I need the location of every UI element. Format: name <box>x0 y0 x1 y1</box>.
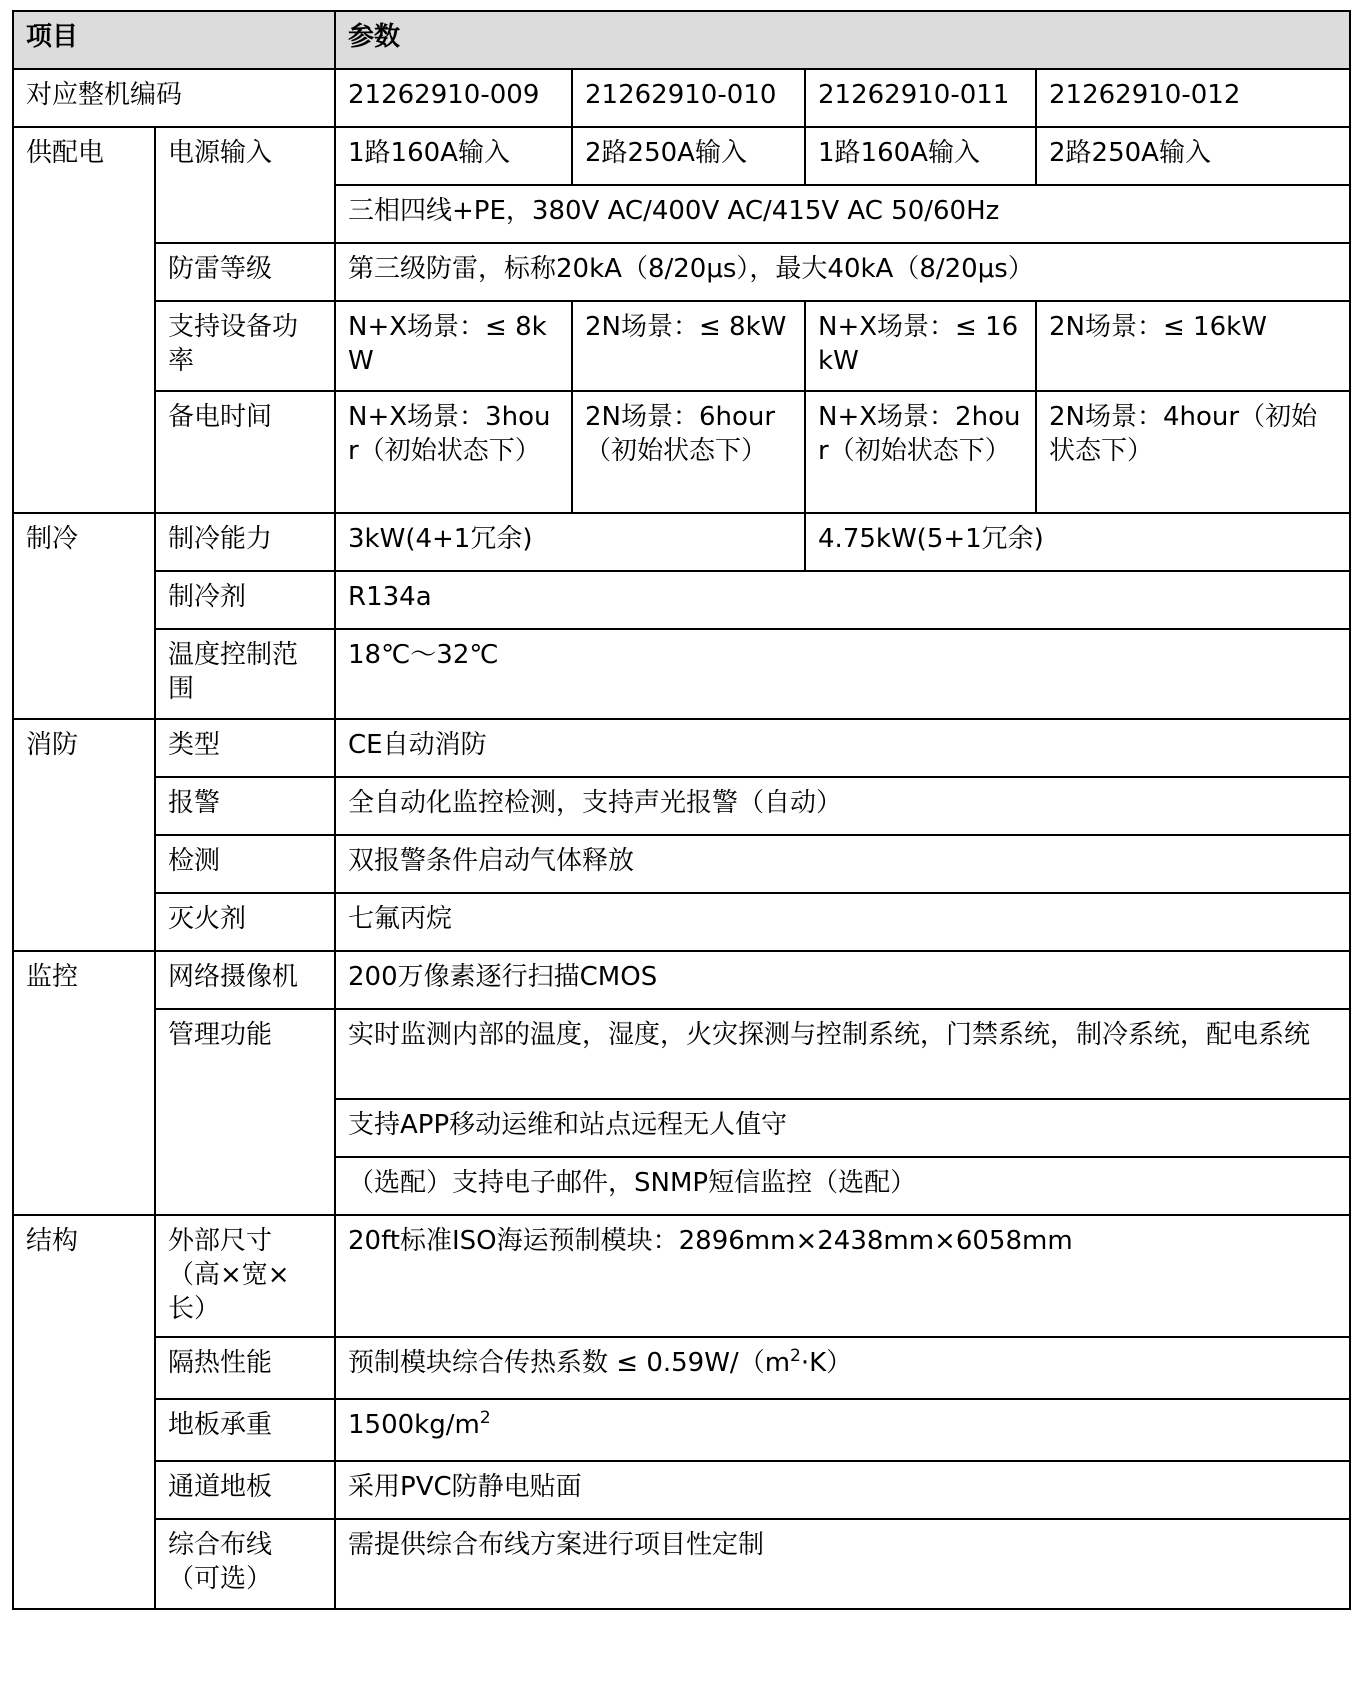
cabling-value: 需提供综合布线方案进行项目性定制 <box>335 1519 1350 1609</box>
codes-label: 对应整机编码 <box>13 69 335 127</box>
fire-agent-value: 七氟丙烷 <box>335 893 1350 951</box>
category-structure: 结构 <box>13 1215 155 1609</box>
fire-agent-label: 灭火剂 <box>155 893 335 951</box>
table-row <box>13 719 1350 777</box>
aisle-floor-value: 采用PVC防静电贴面 <box>335 1461 1350 1519</box>
insulation-value-suffix: ·K） <box>800 1348 853 1378</box>
category-cooling: 制冷 <box>13 513 155 719</box>
table-row <box>13 243 1350 301</box>
dimensions-value: 20ft标准ISO海运预制模块：2896mm×2438mm×6058mm <box>335 1215 1350 1337</box>
management-value: （选配）支持电子邮件，SNMP短信监控（选配） <box>335 1157 1350 1215</box>
backup-value: 2N场景：4hour（初始状态下） <box>1036 391 1350 513</box>
power-input-value: 1路160A输入 <box>805 127 1036 185</box>
table-row <box>13 1009 1350 1099</box>
spec-table-container <box>12 10 1349 1610</box>
table-row <box>13 1519 1350 1609</box>
table-row <box>13 835 1350 893</box>
cooling-capacity-value: 4.75kW(5+1冗余) <box>805 513 1350 571</box>
code-value: 21262910-011 <box>805 69 1036 127</box>
management-value: 支持APP移动运维和站点远程无人值守 <box>335 1099 1350 1157</box>
floor-load-value <box>335 1399 1350 1461</box>
cooling-capacity-value: 3kW(4+1冗余) <box>335 513 805 571</box>
category-power: 供配电 <box>13 127 155 513</box>
cabling-label: 综合布线（可选） <box>155 1519 335 1609</box>
temp-range-value: 18℃～32℃ <box>335 629 1350 719</box>
code-value: 21262910-012 <box>1036 69 1350 127</box>
floor-load-label: 地板承重 <box>155 1399 335 1461</box>
insulation-value-sup: 2 <box>790 1346 801 1366</box>
temp-range-label: 温度控制范围 <box>155 629 335 719</box>
table-row <box>13 69 1350 127</box>
backup-value: N+X场景：2hour（初始状态下） <box>805 391 1036 513</box>
power-input-value: 2路250A输入 <box>572 127 805 185</box>
camera-value: 200万像素逐行扫描CMOS <box>335 951 1350 1009</box>
cooling-capacity-label: 制冷能力 <box>155 513 335 571</box>
table-row <box>13 951 1350 1009</box>
refrigerant-value: R134a <box>335 571 1350 629</box>
capacity-value: N+X场景：≤ 16kW <box>805 301 1036 391</box>
dimensions-label: 外部尺寸（高×宽×长） <box>155 1215 335 1337</box>
fire-alarm-value: 全自动化监控检测，支持声光报警（自动） <box>335 777 1350 835</box>
spec-table <box>12 10 1351 1610</box>
fire-type-value: CE自动消防 <box>335 719 1350 777</box>
management-label: 管理功能 <box>155 1009 335 1215</box>
table-row <box>13 301 1350 391</box>
aisle-floor-label: 通道地板 <box>155 1461 335 1519</box>
camera-label: 网络摄像机 <box>155 951 335 1009</box>
floor-load-value-sup: 2 <box>479 1408 491 1428</box>
table-row <box>13 127 1350 185</box>
lightning-label: 防雷等级 <box>155 243 335 301</box>
insulation-value <box>335 1337 1350 1399</box>
category-fire: 消防 <box>13 719 155 951</box>
capacity-value: N+X场景：≤ 8kW <box>335 301 572 391</box>
power-input-value: 1路160A输入 <box>335 127 572 185</box>
insulation-label: 隔热性能 <box>155 1337 335 1399</box>
table-header-row <box>13 11 1350 69</box>
table-row <box>13 777 1350 835</box>
lightning-value: 第三级防雷，标称20kA（8/20μs），最大40kA（8/20μs） <box>335 243 1350 301</box>
table-row <box>13 1337 1350 1399</box>
header-params: 参数 <box>335 11 1350 69</box>
table-row <box>13 391 1350 513</box>
table-row <box>13 1461 1350 1519</box>
table-row <box>13 1399 1350 1461</box>
fire-type-label: 类型 <box>155 719 335 777</box>
table-row <box>13 1215 1350 1337</box>
code-value: 21262910-009 <box>335 69 572 127</box>
floor-load-value-prefix: 1500kg/m <box>348 1410 480 1440</box>
insulation-value-prefix: 预制模块综合传热系数 ≤ 0.59W/（m <box>348 1348 791 1378</box>
refrigerant-label: 制冷剂 <box>155 571 335 629</box>
fire-alarm-label: 报警 <box>155 777 335 835</box>
power-input-value: 2路250A输入 <box>1036 127 1350 185</box>
backup-label: 备电时间 <box>155 391 335 513</box>
table-row <box>13 513 1350 571</box>
capacity-value: 2N场景：≤ 16kW <box>1036 301 1350 391</box>
fire-detect-label: 检测 <box>155 835 335 893</box>
capacity-value: 2N场景：≤ 8kW <box>572 301 805 391</box>
table-row <box>13 893 1350 951</box>
category-monitor: 监控 <box>13 951 155 1215</box>
code-value: 21262910-010 <box>572 69 805 127</box>
backup-value: 2N场景：6hour（初始状态下） <box>572 391 805 513</box>
management-value: 实时监测内部的温度，湿度，火灾探测与控制系统，门禁系统，制冷系统，配电系统 <box>335 1009 1350 1099</box>
table-row <box>13 629 1350 719</box>
power-input-spec: 三相四线+PE，380V AC/400V AC/415V AC 50/60Hz <box>335 185 1350 243</box>
header-item: 项目 <box>13 11 335 69</box>
power-input-label: 电源输入 <box>155 127 335 243</box>
table-row <box>13 571 1350 629</box>
backup-value: N+X场景：3hour（初始状态下） <box>335 391 572 513</box>
fire-detect-value: 双报警条件启动气体释放 <box>335 835 1350 893</box>
capacity-label: 支持设备功率 <box>155 301 335 391</box>
